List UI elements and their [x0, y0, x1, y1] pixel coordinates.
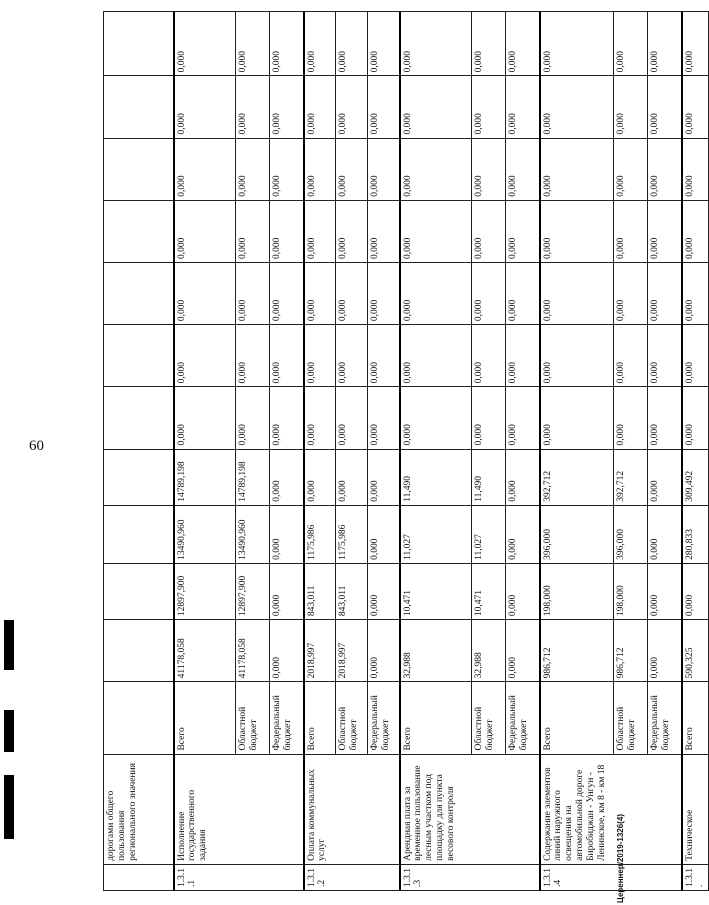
scan-mark-bar: [4, 710, 14, 752]
amount-cell: 0,000: [472, 387, 506, 449]
amount-cell: [104, 387, 174, 449]
amount-cell: 2018,997: [304, 620, 336, 682]
amount-cell: 11,490: [472, 449, 506, 505]
amount-cell: 0,000: [336, 138, 368, 200]
amount-cell: 198,000: [540, 563, 614, 619]
funding-source-cell: Федеральный бюджет: [270, 682, 304, 754]
amount-cell: 0,000: [682, 12, 709, 76]
table-row: [648, 12, 682, 891]
amount-cell: 0,000: [236, 325, 270, 387]
amount-cell: 0,000: [368, 563, 400, 619]
budget-table-body: [104, 12, 709, 891]
amount-cell: 0,000: [614, 76, 648, 138]
amount-cell: 0,000: [506, 76, 540, 138]
amount-cell: 0,000: [304, 262, 336, 324]
amount-cell: 0,000: [506, 563, 540, 619]
amount-cell: 11,027: [400, 505, 472, 563]
amount-cell: 0,000: [368, 505, 400, 563]
funding-source-cell: Всего: [682, 682, 709, 754]
funding-source-cell: Всего: [304, 682, 336, 754]
amount-cell: 0,000: [540, 138, 614, 200]
row-index-cell: [368, 864, 400, 890]
table-row: [400, 12, 472, 891]
amount-cell: 0,000: [540, 262, 614, 324]
row-name-cell: Исполнение государственного задания: [174, 754, 236, 864]
amount-cell: 0,000: [540, 76, 614, 138]
amount-cell: 0,000: [506, 200, 540, 262]
amount-cell: 0,000: [682, 76, 709, 138]
amount-cell: 0,000: [540, 12, 614, 76]
amount-cell: [104, 76, 174, 138]
amount-cell: [104, 12, 174, 76]
row-name-cell: [236, 754, 270, 864]
row-index-cell: [236, 864, 270, 890]
amount-cell: 32,988: [472, 620, 506, 682]
amount-cell: 0,000: [472, 12, 506, 76]
amount-cell: [104, 200, 174, 262]
amount-cell: 0,000: [648, 563, 682, 619]
amount-cell: 0,000: [368, 76, 400, 138]
amount-cell: 0,000: [304, 76, 336, 138]
amount-cell: 0,000: [236, 262, 270, 324]
amount-cell: 0,000: [236, 76, 270, 138]
funding-source-cell: Всего: [174, 682, 236, 754]
amount-cell: 396,000: [614, 505, 648, 563]
amount-cell: 0,000: [336, 325, 368, 387]
amount-cell: 0,000: [648, 505, 682, 563]
row-index-cell: [472, 864, 506, 890]
amount-cell: 0,000: [682, 138, 709, 200]
amount-cell: 0,000: [368, 325, 400, 387]
row-name-cell: Содержание элементов линий наружного освещения на автомобильной дороге Биробиджан - Унгун - Ленинское, км 8 - км 18: [540, 754, 614, 864]
amount-cell: 0,000: [682, 563, 709, 619]
amount-cell: 0,000: [472, 138, 506, 200]
amount-cell: 0,000: [506, 262, 540, 324]
row-name-cell: Арендная плата за временное пользование лесным участком под площадку для пункта весового контроля: [400, 754, 472, 864]
amount-cell: 986,712: [614, 620, 648, 682]
table-row: [104, 12, 174, 891]
row-index-cell: [270, 864, 304, 890]
table-row: [540, 12, 614, 891]
amount-cell: 14789,198: [174, 449, 236, 505]
amount-cell: 0,000: [648, 200, 682, 262]
amount-cell: 0,000: [472, 200, 506, 262]
amount-cell: 0,000: [304, 387, 336, 449]
amount-cell: 0,000: [270, 387, 304, 449]
amount-cell: 0,000: [614, 138, 648, 200]
scan-mark-bar: [4, 620, 14, 670]
amount-cell: 0,000: [270, 620, 304, 682]
amount-cell: 0,000: [614, 200, 648, 262]
amount-cell: 0,000: [304, 200, 336, 262]
amount-cell: 0,000: [648, 76, 682, 138]
amount-cell: 0,000: [400, 76, 472, 138]
row-name-cell: [368, 754, 400, 864]
amount-cell: 396,000: [540, 505, 614, 563]
amount-cell: 0,000: [368, 200, 400, 262]
table-row: [472, 12, 506, 891]
amount-cell: 0,000: [368, 12, 400, 76]
amount-cell: 12897,900: [174, 563, 236, 619]
row-name-cell: [472, 754, 506, 864]
amount-cell: 0,000: [506, 449, 540, 505]
funding-source-cell: Областной бюджет: [614, 682, 648, 754]
amount-cell: [104, 620, 174, 682]
amount-cell: 0,000: [270, 200, 304, 262]
funding-source-cell: Всего: [400, 682, 472, 754]
amount-cell: 0,000: [174, 262, 236, 324]
amount-cell: 0,000: [336, 200, 368, 262]
funding-source-cell: Федеральный бюджет: [648, 682, 682, 754]
funding-source-cell: Областной бюджет: [472, 682, 506, 754]
amount-cell: 0,000: [682, 387, 709, 449]
amount-cell: 0,000: [174, 200, 236, 262]
amount-cell: 0,000: [400, 138, 472, 200]
amount-cell: 0,000: [368, 262, 400, 324]
amount-cell: 11,490: [400, 449, 472, 505]
amount-cell: 0,000: [304, 449, 336, 505]
amount-cell: 0,000: [400, 325, 472, 387]
amount-cell: 0,000: [270, 76, 304, 138]
amount-cell: 0,000: [270, 325, 304, 387]
amount-cell: 0,000: [614, 262, 648, 324]
funding-source-cell: Областной бюджет: [336, 682, 368, 754]
table-row: [682, 12, 709, 891]
amount-cell: 280,833: [682, 505, 709, 563]
amount-cell: 0,000: [304, 12, 336, 76]
amount-cell: 0,000: [400, 262, 472, 324]
amount-cell: 0,000: [270, 262, 304, 324]
amount-cell: 0,000: [368, 387, 400, 449]
row-index-cell: [336, 864, 368, 890]
amount-cell: 0,000: [304, 325, 336, 387]
amount-cell: 0,000: [236, 200, 270, 262]
amount-cell: 32,988: [400, 620, 472, 682]
amount-cell: 0,000: [648, 620, 682, 682]
amount-cell: 0,000: [506, 325, 540, 387]
amount-cell: 0,000: [614, 325, 648, 387]
amount-cell: [104, 325, 174, 387]
row-index-cell: [648, 864, 682, 890]
funding-source-cell: Областной бюджет: [236, 682, 270, 754]
amount-cell: 0,000: [336, 449, 368, 505]
amount-cell: 0,000: [472, 325, 506, 387]
amount-cell: 0,000: [174, 325, 236, 387]
table-row: [304, 12, 336, 891]
funding-source-cell: Федеральный бюджет: [368, 682, 400, 754]
amount-cell: 0,000: [368, 138, 400, 200]
row-index-cell: 1.3.1.1: [174, 864, 236, 890]
amount-cell: 41178,058: [236, 620, 270, 682]
amount-cell: 0,000: [174, 12, 236, 76]
amount-cell: 0,000: [236, 138, 270, 200]
amount-cell: 0,000: [270, 12, 304, 76]
amount-cell: 0,000: [472, 76, 506, 138]
amount-cell: 0,000: [174, 138, 236, 200]
amount-cell: 0,000: [648, 387, 682, 449]
amount-cell: 392,712: [540, 449, 614, 505]
amount-cell: 2018,997: [336, 620, 368, 682]
budget-table: [103, 11, 709, 891]
table-row: [368, 12, 400, 891]
row-name-cell: [506, 754, 540, 864]
table-row: [270, 12, 304, 891]
row-index-cell: 1.3.1.2: [304, 864, 336, 890]
row-index-cell: 1.3.1.: [682, 864, 709, 890]
amount-cell: 0,000: [506, 620, 540, 682]
amount-cell: 198,000: [614, 563, 648, 619]
row-name-cell: дорогами общего пользования регионального значения: [104, 754, 174, 864]
funding-source-cell: Всего: [540, 682, 614, 754]
amount-cell: [104, 563, 174, 619]
amount-cell: 0,000: [270, 563, 304, 619]
amount-cell: 0,000: [368, 449, 400, 505]
amount-cell: 0,000: [304, 138, 336, 200]
amount-cell: 0,000: [174, 387, 236, 449]
row-name-cell: Техническое: [682, 754, 709, 864]
table-row: [506, 12, 540, 891]
amount-cell: 0,000: [400, 200, 472, 262]
amount-cell: 12897,900: [236, 563, 270, 619]
funding-source-cell: [104, 682, 174, 754]
amount-cell: 10,471: [400, 563, 472, 619]
scan-mark-bar: [4, 775, 14, 839]
amount-cell: 0,000: [174, 76, 236, 138]
amount-cell: 0,000: [368, 620, 400, 682]
amount-cell: 0,000: [614, 12, 648, 76]
amount-cell: 0,000: [540, 325, 614, 387]
row-index-cell: [506, 864, 540, 890]
funding-source-cell: Федеральный бюджет: [506, 682, 540, 754]
row-name-cell: [336, 754, 368, 864]
amount-cell: 41178,058: [174, 620, 236, 682]
amount-cell: 0,000: [682, 262, 709, 324]
amount-cell: 0,000: [506, 12, 540, 76]
amount-cell: 11,027: [472, 505, 506, 563]
row-index-cell: 1.3.1.4: [540, 864, 614, 890]
amount-cell: 0,000: [648, 325, 682, 387]
amount-cell: 0,000: [336, 387, 368, 449]
row-index-cell: 1.3.1.3: [400, 864, 472, 890]
amount-cell: 0,000: [682, 325, 709, 387]
row-name-cell: [270, 754, 304, 864]
amount-cell: 0,000: [270, 138, 304, 200]
table-row: [336, 12, 368, 891]
amount-cell: [104, 449, 174, 505]
page-number: 60: [29, 438, 44, 454]
amount-cell: 0,000: [236, 12, 270, 76]
amount-cell: 590,325: [682, 620, 709, 682]
row-name-cell: [648, 754, 682, 864]
amount-cell: 986,712: [540, 620, 614, 682]
amount-cell: 0,000: [506, 505, 540, 563]
amount-cell: [104, 138, 174, 200]
amount-cell: 0,000: [336, 76, 368, 138]
amount-cell: 0,000: [540, 387, 614, 449]
amount-cell: 0,000: [506, 387, 540, 449]
amount-cell: [104, 262, 174, 324]
amount-cell: 0,000: [648, 262, 682, 324]
amount-cell: 0,000: [682, 200, 709, 262]
amount-cell: 0,000: [336, 12, 368, 76]
amount-cell: 843,011: [304, 563, 336, 619]
row-name-cell: Оплата коммунальных услуг: [304, 754, 336, 864]
amount-cell: 0,000: [336, 262, 368, 324]
row-index-cell: [614, 864, 648, 890]
table-row: [174, 12, 236, 891]
amount-cell: 0,000: [614, 387, 648, 449]
amount-cell: 0,000: [648, 449, 682, 505]
amount-cell: 14789,198: [236, 449, 270, 505]
table-row: [614, 12, 648, 891]
amount-cell: 0,000: [648, 138, 682, 200]
amount-cell: 0,000: [270, 449, 304, 505]
amount-cell: 13490,960: [236, 505, 270, 563]
amount-cell: 309,492: [682, 449, 709, 505]
amount-cell: [104, 505, 174, 563]
amount-cell: 0,000: [540, 200, 614, 262]
amount-cell: 0,000: [400, 387, 472, 449]
file-reference-tag: Цереннер/2019-1326(4): [616, 814, 625, 903]
amount-cell: 0,000: [506, 138, 540, 200]
amount-cell: 392,712: [614, 449, 648, 505]
amount-cell: 10,471: [472, 563, 506, 619]
amount-cell: 0,000: [236, 387, 270, 449]
amount-cell: 13490,960: [174, 505, 236, 563]
amount-cell: 0,000: [648, 12, 682, 76]
row-name-cell: [614, 754, 648, 864]
amount-cell: 1175,986: [304, 505, 336, 563]
amount-cell: 1175,986: [336, 505, 368, 563]
amount-cell: 0,000: [400, 12, 472, 76]
row-index-cell: [104, 864, 174, 890]
amount-cell: 843,011: [336, 563, 368, 619]
table-row: [236, 12, 270, 891]
amount-cell: 0,000: [472, 262, 506, 324]
amount-cell: 0,000: [270, 505, 304, 563]
